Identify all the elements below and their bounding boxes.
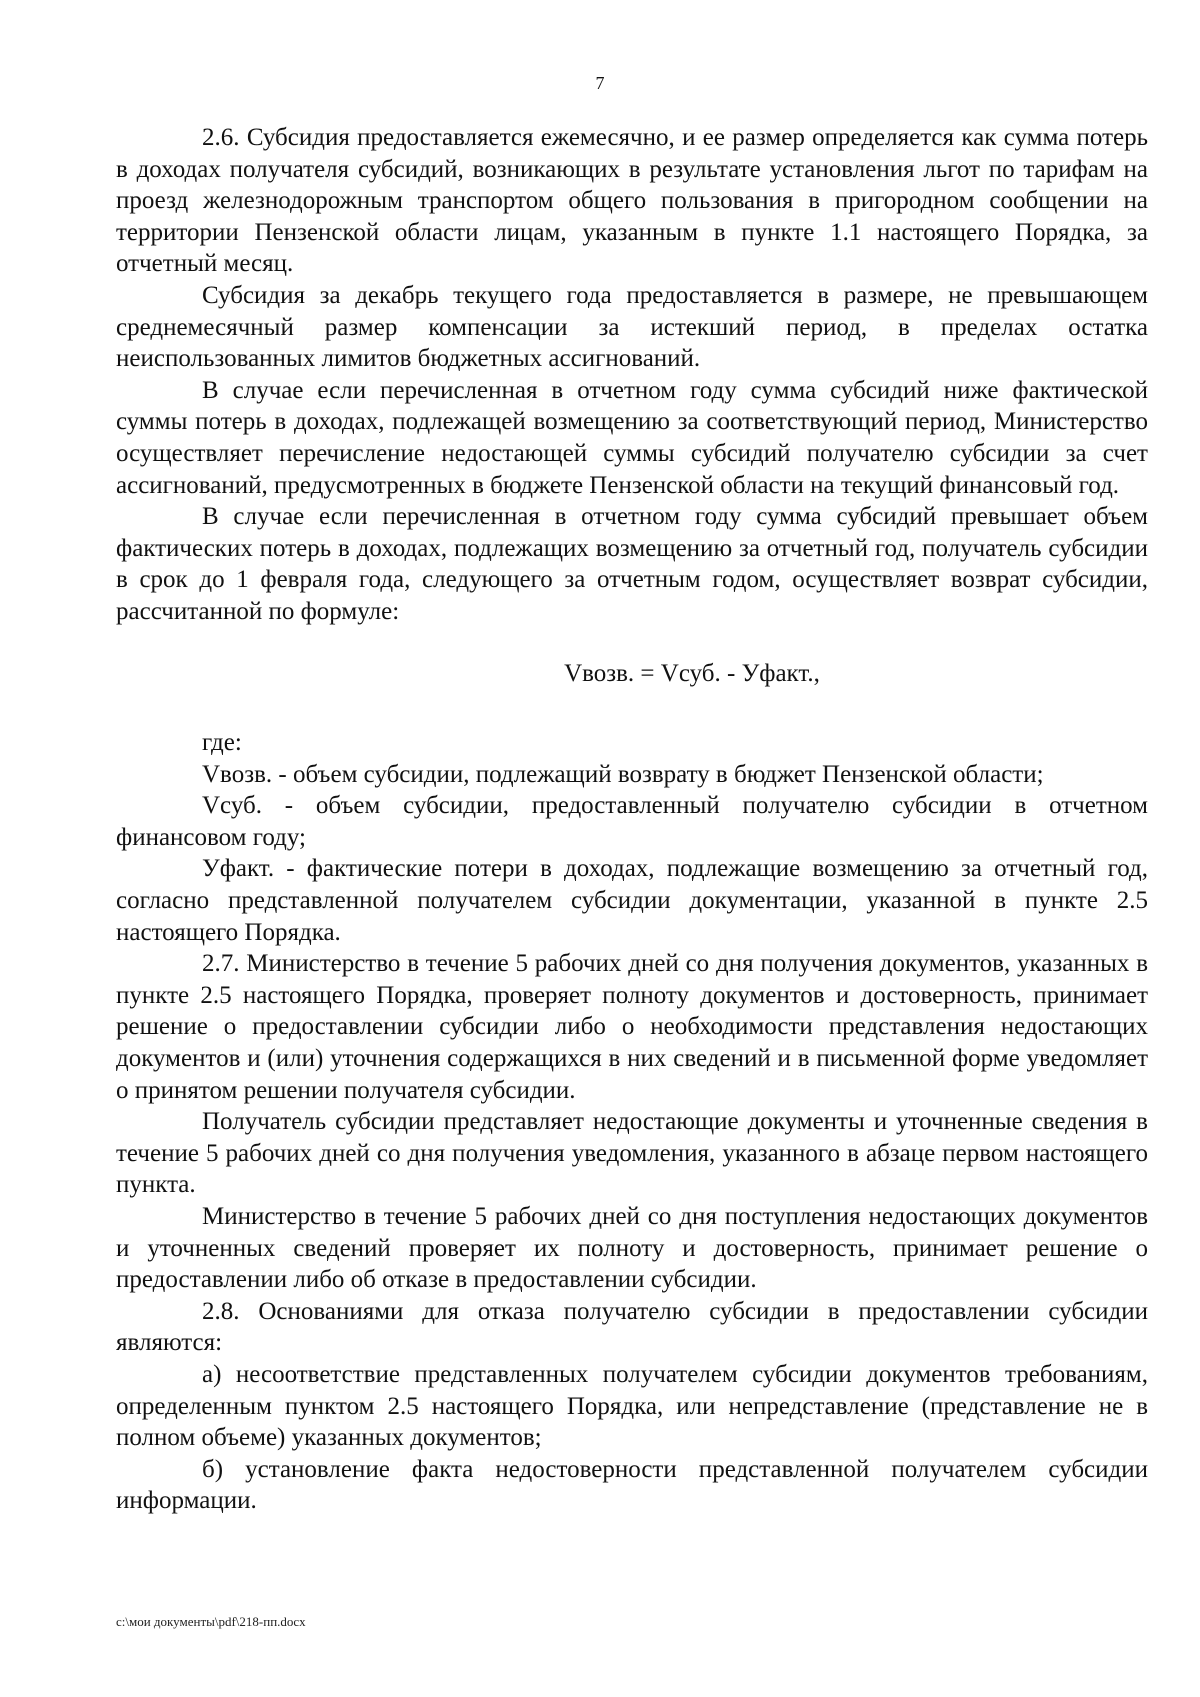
paragraph-ministry-decision: Министерство в течение 5 рабочих дней со дня поступления недостающих документов и уточненных сведений проверяет их полноту и достоверность, принимает решение о предоставлении либо об отказе в предоставлении субсидии. (116, 1203, 1148, 1294)
paragraph-missing-documents: Получатель субсидии представляет недостающие документы и уточненные сведения в течение 5 рабочих дней со дня получения уведомления, указанного в абзаце первом настоящего пункта. (116, 1108, 1148, 1199)
paragraph-where: где: (202, 729, 242, 757)
footer-file-path: c:\мои документы\pdf\218-пп.docx (116, 1614, 306, 1629)
refusal-ground-a: а) несоответствие представленных получателем субсидии документов требованиям, определенным пунктом 2.5 настоящего Порядка, или непредставление (представление не в полном объеме) указанных документов; (116, 1360, 1148, 1452)
paragraph-overpayment: В случае если перечисленная в отчетном году сумма субсидий превышает объем фактических потерь в доходах, подлежащих возмещению за отчетный год, получатель субсидии в срок до 1 февраля года, следующего за отчетным годом, осуществляет возврат субсидии, рассчитанной по формуле: (116, 503, 1148, 625)
paragraph-2-7: 2.7. Министерство в течение 5 рабочих дней со дня получения документов, указанных в пункте 2.5 настоящего Порядка, проверяет полноту документов и достоверность, принимает решение о предоставлении субсидии либо о необходимости представления недостающих документов и (или) уточнения содержащихся в них сведений и в письменной форме уведомляет о принятом решении получателя субсидии. (116, 950, 1148, 1104)
definition-v-subsidy: Vсуб. - объем субсидии, предоставленный получателю субсидии в отчетном финансовом году; (116, 792, 1148, 851)
refund-formula: Vвозв. = Vсуб. - Уфакт., (564, 659, 820, 687)
definition-v-refund: Vвозв. - объем субсидии, подлежащий возврату в бюджет Пензенской области; (202, 760, 1044, 788)
definition-actual-losses: Уфакт. - фактические потери в доходах, подлежащие возмещению за отчетный год, согласно представленной получателем субсидии документации, указанной в пункте 2.5 настоящего Порядка. (116, 855, 1148, 946)
paragraph-2-8: 2.8. Основаниями для отказа получателю субсидии в предоставлении субсидии являются: (116, 1297, 1148, 1357)
paragraph-december-subsidy: Субсидия за декабрь текущего года предоставляется в размере, не превышающем среднемесячный размер компенсации за истекший период, в пределах остатка неиспользованных лимитов бюджетных ассигнований. (116, 281, 1148, 373)
paragraph-underpayment: В случае если перечисленная в отчетном году сумма субсидий ниже фактической суммы потерь в доходах, подлежащей возмещению за соответствующий период, Министерство осуществляет перечисление недостающей суммы субсидий получателю субсидии за счет ассигнований, предусмотренных в бюджете Пензенской области на текущий финансовый год. (116, 376, 1148, 499)
page-number: 7 (595, 73, 605, 93)
refusal-ground-b: б) установление факта недостоверности представленной получателем субсидии информации. (116, 1455, 1148, 1515)
document-body (116, 122, 1148, 1517)
paragraph-2-6: 2.6. Субсидия предоставляется ежемесячно, и ее размер определяется как сумма потерь в доходах получателя субсидий, возникающих в результате установления льгот по тарифам на проезд железнодорожным транспортом общего пользования в пригородном сообщении на территории Пензенской области лицам, указанным в пункте 1.1 настоящего Порядка, за отчетный месяц. (116, 124, 1148, 278)
